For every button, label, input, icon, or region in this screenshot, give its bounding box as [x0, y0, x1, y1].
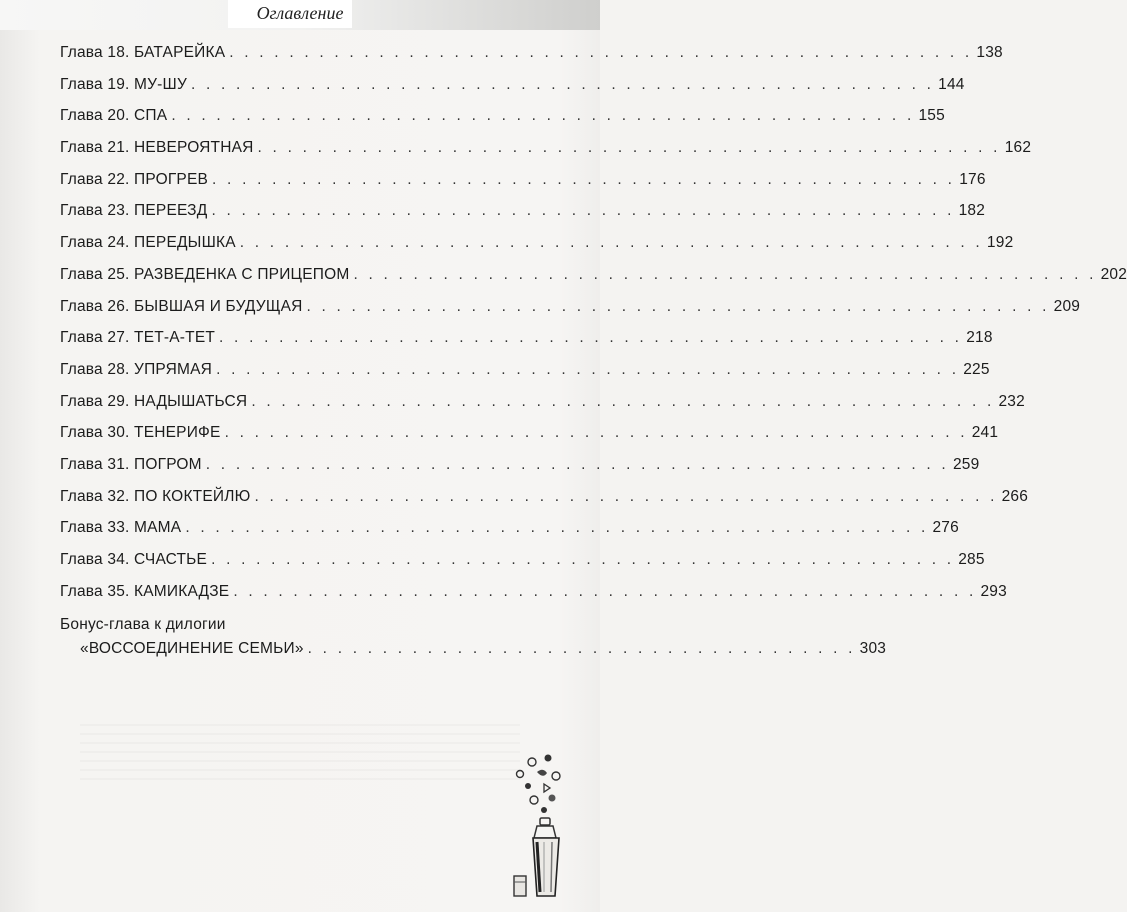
toc-entry-title: Глава 31. ПОГРОМ — [60, 455, 202, 473]
toc-entry-title: Глава 25. РАЗВЕДЕНКА С ПРИЦЕПОМ — [60, 265, 350, 283]
toc-leader-dots: . . . . . . . . . . . . . . . . . . . . . . . . . . . . . . . . . . . . . . . . . . . . . . . . . . — [229, 44, 973, 61]
toc-entry-page: 259 — [952, 455, 980, 473]
toc-entry-title: Глава 18. БАТАРЕЙКА — [60, 44, 226, 61]
toc-entry-page: 144 — [938, 75, 965, 93]
toc-entry-title: Глава 28. УПРЯМАЯ — [60, 360, 213, 378]
table-of-contents — [60, 44, 1127, 614]
toc-entry[interactable] — [60, 139, 1032, 171]
cocktail-shaker-icon — [504, 752, 574, 902]
toc-entry-title: Глава 30. ТЕНЕРИФЕ — [60, 424, 221, 442]
toc-entry[interactable] — [60, 360, 990, 393]
toc-entry-page: 232 — [998, 392, 1025, 410]
bonus-chapter-page: 303 — [859, 640, 887, 657]
toc-entry-title: Глава 20. СПА — [60, 107, 168, 125]
toc-entry-page: 155 — [918, 107, 945, 125]
toc-entry-page: 202 — [1100, 265, 1127, 283]
toc-entry[interactable] — [60, 392, 1025, 425]
toc-entry[interactable] — [60, 107, 945, 139]
toc-entry[interactable] — [60, 455, 980, 488]
toc-entry[interactable] — [60, 44, 1003, 76]
toc-entry[interactable] — [60, 170, 986, 203]
toc-leader-dots: . . . . . . . . . . . . . . . . . . . . . . . . . . . . . . . . . . . . . . . . . . . . . . . . . . — [219, 329, 963, 347]
toc-entry-page: 209 — [1053, 297, 1081, 315]
toc-entry-page: 182 — [958, 202, 986, 220]
toc-leader-dots: . . . . . . . . . . . . . . . . . . . . . . . . . . . . . . . . . . . . . . . . . . . . . . . . . . — [239, 234, 983, 252]
toc-leader-dots: . . . . . . . . . . . . . . . . . . . . . . . . . . . . . . . . . . . . . — [307, 640, 856, 657]
toc-entry[interactable] — [60, 234, 1014, 266]
toc-entry-title: Глава 33. МАМА — [60, 519, 182, 537]
toc-entry-page: 192 — [986, 234, 1014, 252]
toc-entry-page: 285 — [958, 551, 985, 568]
toc-entry-page: 162 — [1004, 139, 1032, 157]
toc-entry[interactable] — [60, 297, 1081, 330]
toc-leader-dots: . . . . . . . . . . . . . . . . . . . . . . . . . . . . . . . . . . . . . . . . . . . . . . . . . . — [211, 202, 955, 220]
toc-entry[interactable] — [60, 487, 1029, 520]
toc-entry-page: 138 — [976, 44, 1003, 61]
bonus-chapter-caption: Бонус-глава к дилогии — [60, 616, 226, 633]
toc-entry[interactable] — [60, 329, 993, 361]
toc-entry-title: Глава 21. НЕВЕРОЯТНАЯ — [60, 139, 254, 157]
bonus-chapter-title: «ВОССОЕДИНЕНИЕ СЕМЬИ» — [80, 640, 304, 657]
toc-leader-dots: . . . . . . . . . . . . . . . . . . . . . . . . . . . . . . . . . . . . . . . . . . . . . . . . . . — [185, 519, 929, 537]
toc-leader-dots: . . . . . . . . . . . . . . . . . . . . . . . . . . . . . . . . . . . . . . . . . . . . . . . . . . — [257, 139, 1001, 157]
toc-entry[interactable] — [60, 582, 1007, 615]
toc-entry-page: 241 — [971, 424, 999, 442]
toc-leader-dots: . . . . . . . . . . . . . . . . . . . . . . . . . . . . . . . . . . . . . . . . . . . . . . . . . . — [224, 424, 968, 442]
toc-entry-page: 276 — [932, 519, 959, 537]
bleed-through-text — [80, 720, 520, 780]
bonus-chapter-entry[interactable] — [80, 640, 887, 658]
toc-entry-page: 266 — [1001, 487, 1029, 505]
toc-entry-title: Глава 27. ТЕТ-А-ТЕТ — [60, 329, 216, 347]
toc-entry-page: 293 — [980, 582, 1007, 600]
toc-entry[interactable] — [60, 551, 985, 583]
toc-leader-dots: . . . . . . . . . . . . . . . . . . . . . . . . . . . . . . . . . . . . . . . . . . . . . . . . . . — [353, 265, 1097, 283]
toc-leader-dots: . . . . . . . . . . . . . . . . . . . . . . . . . . . . . . . . . . . . . . . . . . . . . . . . . . — [212, 170, 956, 188]
toc-leader-dots: . . . . . . . . . . . . . . . . . . . . . . . . . . . . . . . . . . . . . . . . . . . . . . . . . . — [211, 551, 955, 568]
toc-leader-dots: . . . . . . . . . . . . . . . . . . . . . . . . . . . . . . . . . . . . . . . . . . . . . . . . . . — [205, 455, 949, 473]
toc-entry[interactable] — [60, 424, 999, 456]
toc-entry-page: 218 — [966, 329, 993, 347]
toc-entry-title: Глава 35. КАМИКАДЗЕ — [60, 582, 230, 600]
toc-leader-dots: . . . . . . . . . . . . . . . . . . . . . . . . . . . . . . . . . . . . . . . . . . . . . . . . . . — [216, 360, 960, 378]
toc-entry-title: Глава 24. ПЕРЕДЫШКА — [60, 234, 236, 252]
toc-entry-title: Глава 19. МУ-ШУ — [60, 75, 187, 93]
running-title: Оглавление — [256, 3, 344, 23]
toc-leader-dots: . . . . . . . . . . . . . . . . . . . . . . . . . . . . . . . . . . . . . . . . . . . . . . . . . . — [306, 297, 1050, 315]
toc-entry-page: 225 — [963, 360, 990, 378]
toc-entry[interactable] — [60, 202, 986, 234]
toc-entry-title: Глава 29. НАДЫШАТЬСЯ — [60, 392, 248, 410]
toc-entry[interactable] — [60, 265, 1127, 298]
toc-entry[interactable] — [60, 75, 965, 108]
toc-leader-dots: . . . . . . . . . . . . . . . . . . . . . . . . . . . . . . . . . . . . . . . . . . . . . . . . . . — [171, 107, 915, 125]
toc-leader-dots: . . . . . . . . . . . . . . . . . . . . . . . . . . . . . . . . . . . . . . . . . . . . . . . . . . — [233, 582, 977, 600]
toc-entry-title: Глава 22. ПРОГРЕВ — [60, 170, 209, 188]
toc-leader-dots: . . . . . . . . . . . . . . . . . . . . . . . . . . . . . . . . . . . . . . . . . . . . . . . . . . — [191, 75, 935, 93]
toc-entry-title: Глава 23. ПЕРЕЕЗД — [60, 202, 208, 220]
toc-entry-title: Глава 26. БЫВШАЯ И БУДУЩАЯ — [60, 297, 303, 315]
toc-leader-dots: . . . . . . . . . . . . . . . . . . . . . . . . . . . . . . . . . . . . . . . . . . . . . . . . . . — [254, 487, 998, 505]
toc-entry-title: Глава 32. ПО КОКТЕЙЛЮ — [60, 487, 251, 505]
toc-entry[interactable] — [60, 519, 959, 551]
toc-leader-dots: . . . . . . . . . . . . . . . . . . . . . . . . . . . . . . . . . . . . . . . . . . . . . . . . . . — [251, 392, 995, 410]
toc-entry-title: Глава 34. СЧАСТЬЕ — [60, 551, 208, 568]
toc-entry-page: 176 — [959, 170, 986, 188]
